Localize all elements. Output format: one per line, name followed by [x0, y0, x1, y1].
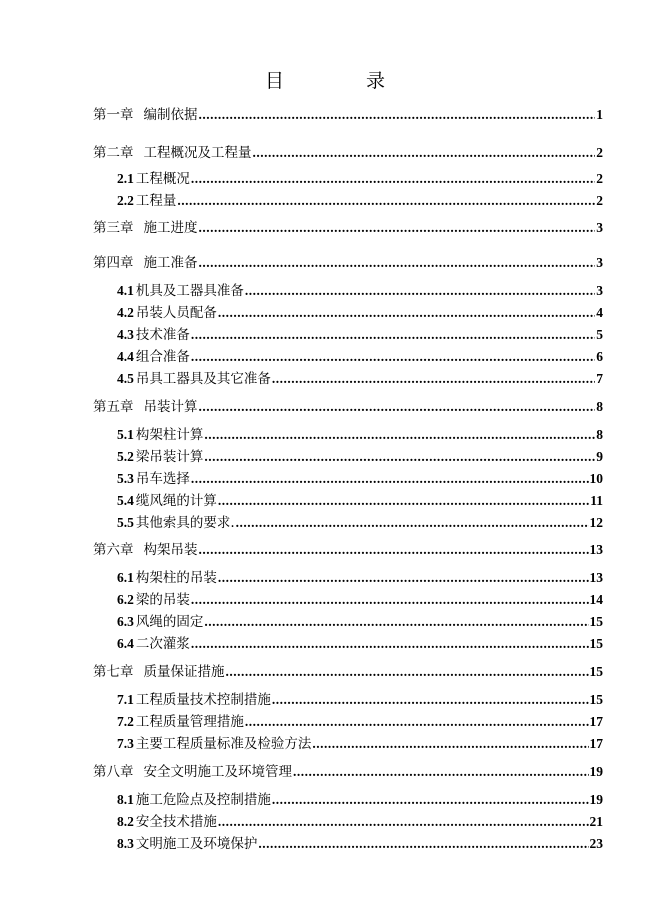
toc-entry-number: 6.1 [117, 570, 134, 585]
toc-entry-number: 第七章 [93, 664, 134, 680]
toc-entry-title: 质量保证措施 [143, 664, 225, 680]
toc-entry-title: 构架吊装 [143, 542, 198, 558]
toc-entry-title: 工程概况 [135, 171, 190, 187]
dot-leader [199, 255, 596, 271]
toc-entry-page: 13 [589, 542, 603, 557]
toc-entry[interactable] [117, 189, 603, 209]
toc-entry-page: 15 [589, 664, 603, 679]
toc-entry[interactable] [117, 167, 603, 187]
toc-entry[interactable] [117, 732, 603, 752]
toc-entry[interactable] [117, 632, 603, 652]
toc-entry-page: 4 [596, 305, 603, 320]
toc-entry-number: 2.2 [117, 193, 134, 208]
toc-entry-page: 21 [589, 814, 603, 829]
toc-entry-number: 8.1 [117, 792, 134, 807]
toc-entry-title: 施工准备 [143, 255, 198, 271]
toc-entry-number: 8.3 [117, 836, 134, 851]
toc-entry[interactable] [117, 832, 603, 852]
toc-entry[interactable] [117, 610, 603, 630]
toc-entry-number: 6.2 [117, 592, 134, 607]
toc-entry-number: 第六章 [93, 542, 134, 558]
toc-entry-number: 7.2 [117, 714, 134, 729]
toc-entry-number: 4.2 [117, 305, 134, 320]
toc-entry-page: 8 [596, 399, 603, 414]
toc-entry-number: 5.4 [117, 493, 134, 508]
toc-entry-page: 3 [596, 220, 603, 235]
toc-entry-page: 2 [596, 171, 603, 186]
toc-entry-page: 23 [589, 836, 603, 851]
toc-entry-title: 机具及工器具准备 [135, 283, 244, 299]
dot-leader [191, 471, 589, 487]
toc-entry[interactable] [117, 688, 603, 708]
dot-leader [199, 399, 596, 415]
dot-leader [191, 171, 595, 187]
toc-entry[interactable] [93, 141, 603, 161]
toc-entry[interactable] [117, 788, 603, 808]
dot-leader [204, 427, 595, 443]
toc-entry[interactable] [93, 660, 603, 680]
dot-leader [312, 736, 588, 752]
toc-entry-page: 17 [589, 736, 603, 751]
dot-leader [236, 515, 589, 531]
toc-entry-page: 14 [589, 592, 603, 607]
toc-entry[interactable] [117, 345, 603, 365]
dot-leader [245, 714, 589, 730]
toc-entry-number: 8.2 [117, 814, 134, 829]
toc-entry[interactable] [117, 566, 603, 586]
toc-entry-number: 6.4 [117, 636, 134, 651]
toc-entry[interactable] [117, 301, 603, 321]
toc-entry-page: 5 [596, 327, 603, 342]
toc-entry-title: 工程概况及工程量 [143, 145, 252, 161]
toc-entry-number: 5.2 [117, 449, 134, 464]
toc-entry-number: 6.3 [117, 614, 134, 629]
toc-entry-title: 组合准备 [135, 349, 190, 365]
toc-entry-title: 梁的吊装 [135, 592, 190, 608]
dot-leader [204, 449, 595, 465]
dot-leader [245, 283, 595, 299]
toc-entry-title: 主要工程质量标准及检验方法 [135, 736, 312, 752]
dot-leader [199, 220, 596, 236]
toc-entry-title: 其他索具的要求. [135, 515, 235, 531]
dot-leader [218, 570, 589, 586]
toc-entry-title: 构架柱的吊装 [135, 570, 217, 586]
dot-leader [199, 107, 596, 123]
toc-entry-number: 7.1 [117, 692, 134, 707]
toc-entry-title: 吊装人员配备 [135, 305, 217, 321]
toc-entry-number: 7.3 [117, 736, 134, 751]
dot-leader [218, 814, 589, 830]
dot-leader [272, 792, 589, 808]
toc-entry-page: 17 [589, 714, 603, 729]
toc-entry[interactable] [117, 467, 603, 487]
dot-leader [293, 764, 589, 780]
toc-entry-number: 第一章 [93, 107, 134, 123]
toc-entry[interactable] [117, 489, 603, 509]
toc-entry-number: 第二章 [93, 145, 134, 161]
toc-entry-number: 5.1 [117, 427, 134, 442]
dot-leader [199, 542, 589, 558]
toc-entry[interactable] [93, 216, 603, 236]
toc-entry-title: 施工危险点及控制措施 [135, 792, 271, 808]
dot-leader [191, 592, 589, 608]
toc-entry-page: 15 [589, 614, 603, 629]
toc-entry-title: 文明施工及环境保护 [135, 836, 258, 852]
toc-entry-page: 6 [596, 349, 603, 364]
toc-entry-title: 编制依据 [143, 107, 198, 123]
toc-entry[interactable] [117, 588, 603, 608]
toc-entry-number: 第三章 [93, 220, 134, 236]
toc-entry-title: 安全文明施工及环境管理 [143, 764, 292, 780]
toc-entry-page: 15 [589, 636, 603, 651]
toc-entry-title: 风绳的固定 [135, 614, 204, 630]
toc-entry-number: 第四章 [93, 255, 134, 271]
toc-entry-page: 19 [589, 792, 603, 807]
toc-entry-title: 梁吊装计算 [135, 449, 204, 465]
toc-entry-number: 第八章 [93, 764, 134, 780]
toc-entry-title: 工程量 [135, 193, 177, 209]
toc-entry-page: 19 [589, 764, 603, 779]
toc-entry[interactable] [117, 367, 603, 387]
toc-entry[interactable] [93, 538, 603, 558]
toc-entry[interactable] [117, 710, 603, 730]
toc-entry-number: 4.1 [117, 283, 134, 298]
toc-entry-page: 2 [596, 145, 603, 160]
toc-entry-page: 10 [589, 471, 603, 486]
toc-entry-title: 吊装计算 [143, 399, 198, 415]
toc-entry-page: 1 [596, 107, 603, 122]
toc-entry-title: 工程质量技术控制措施 [135, 692, 271, 708]
toc-entry-title: 二次灌浆 [135, 636, 190, 652]
toc-entry-title: 施工进度 [143, 220, 198, 236]
toc-title: 目 录 [264, 70, 424, 92]
dot-leader [226, 664, 589, 680]
dot-leader [204, 614, 588, 630]
toc-entry-page: 2 [596, 193, 603, 208]
toc-entry-title: 安全技术措施 [135, 814, 217, 830]
toc-entry-title: 构架柱计算 [135, 427, 204, 443]
toc-entry-title: 吊车选择 [135, 471, 190, 487]
toc-entry[interactable] [117, 810, 603, 830]
toc-entry-title: 吊具工器具及其它准备 [135, 371, 271, 387]
toc-entry[interactable] [117, 423, 603, 443]
toc-entry-title: 缆风绳的计算 [135, 493, 217, 509]
dot-leader [272, 371, 595, 387]
dot-leader [218, 305, 595, 321]
toc-entry[interactable] [117, 511, 603, 531]
toc-entry[interactable] [117, 323, 603, 343]
toc-entry[interactable] [93, 760, 603, 780]
toc-entry-page: 15 [589, 692, 603, 707]
dot-leader [177, 193, 595, 209]
toc-entry-page: 7 [596, 371, 603, 386]
toc-entry[interactable] [117, 279, 603, 299]
dot-leader [218, 493, 589, 509]
toc-entry-title: 技术准备 [135, 327, 190, 343]
toc-entry-title: 工程质量管理措施 [135, 714, 244, 730]
toc-entry-page: 9 [596, 449, 603, 464]
toc-entry-page: 3 [596, 255, 603, 270]
toc-entry-number: 5.3 [117, 471, 134, 486]
dot-leader [191, 636, 589, 652]
toc-entry-page: 3 [596, 283, 603, 298]
toc-entry[interactable] [117, 445, 603, 465]
toc-entry-number: 5.5 [117, 515, 134, 530]
toc-entry-number: 4.5 [117, 371, 134, 386]
toc-entry-page: 13 [589, 570, 603, 585]
dot-leader [191, 349, 595, 365]
toc-entry-number: 4.3 [117, 327, 134, 342]
toc-entry[interactable] [93, 251, 603, 271]
toc-entry-number: 2.1 [117, 171, 134, 186]
toc-entry-number: 第五章 [93, 399, 134, 415]
toc-entry[interactable] [93, 395, 603, 415]
dot-leader [258, 836, 588, 852]
toc-entry-number: 4.4 [117, 349, 134, 364]
toc-entry-page: 11 [590, 493, 603, 508]
dot-leader [191, 327, 595, 343]
toc-entry[interactable] [93, 103, 603, 123]
toc-entry-page: 8 [596, 427, 603, 442]
dot-leader [272, 692, 589, 708]
toc-entry-page: 12 [589, 515, 603, 530]
dot-leader [253, 145, 596, 161]
